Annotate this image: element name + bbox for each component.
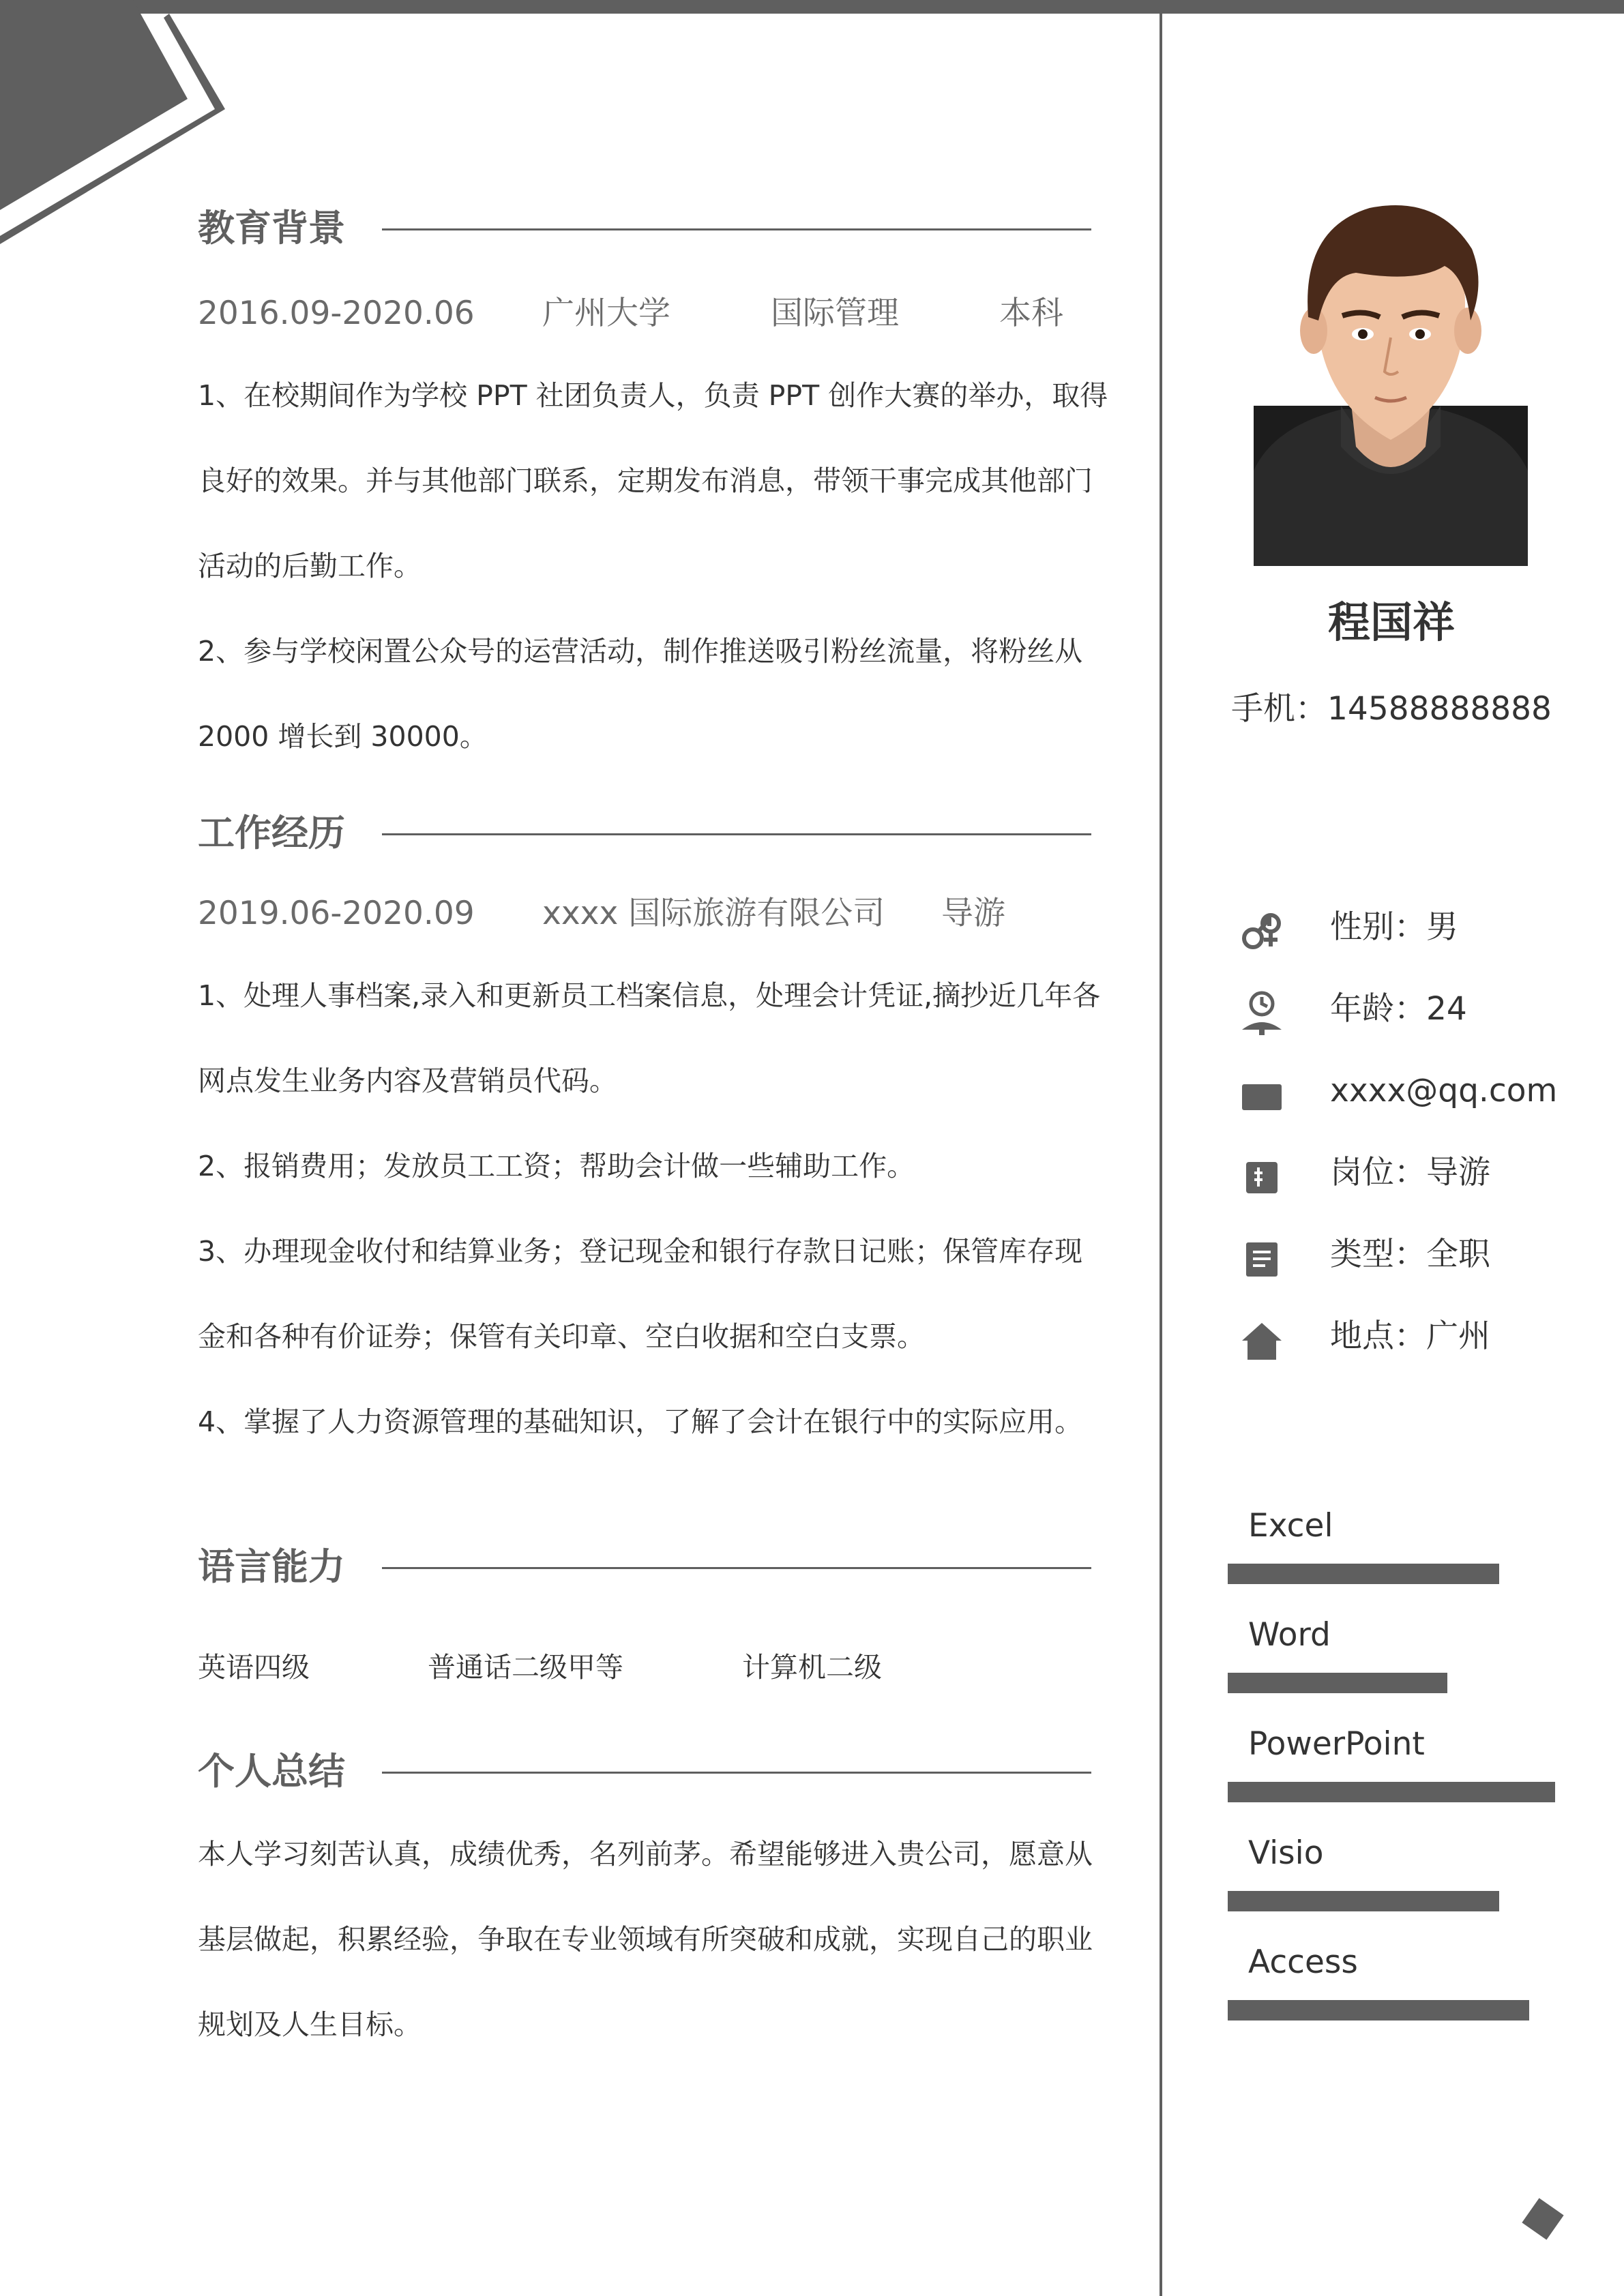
work-company: xxxx 国际旅游有限公司 xyxy=(542,895,885,932)
avatar xyxy=(1254,201,1528,566)
work-role: 导游 xyxy=(941,895,1005,932)
info-gender xyxy=(1238,900,1593,955)
summary-line: 规划及人生目标。 xyxy=(198,2008,422,2041)
education-degree: 本科 xyxy=(999,295,1063,332)
type-icon xyxy=(1238,1234,1286,1282)
skill-word xyxy=(1228,1608,1582,1717)
email-icon xyxy=(1238,1071,1286,1118)
candidate-phone: 手机：14588888888 xyxy=(1231,690,1552,728)
summary-title: 个人总结 xyxy=(198,1750,345,1793)
column-divider xyxy=(1160,14,1162,2296)
education-line: 活动的后勤工作。 xyxy=(198,550,422,582)
language-item: 普通话二级甲等 xyxy=(428,1651,623,1684)
skill-powerpoint xyxy=(1228,1717,1582,1826)
age-icon xyxy=(1238,989,1286,1037)
work-line: 1、处理人事档案,录入和更新员工档案信息，处理会计凭证,摘抄近几年各 xyxy=(198,979,1101,1012)
language-item: 计算机二级 xyxy=(742,1651,882,1684)
corner-diamond xyxy=(1522,2198,1563,2239)
education-title: 教育背景 xyxy=(198,207,345,250)
education-major: 国际管理 xyxy=(771,295,899,332)
skill-name: Visio xyxy=(1248,1834,1324,1872)
summary-line: 基层做起，积累经验，争取在专业领域有所突破和成就，实现自己的职业 xyxy=(198,1923,1093,1956)
skill-bar-track xyxy=(1228,1891,1555,1911)
top-bar xyxy=(0,0,1624,14)
skill-name: PowerPoint xyxy=(1248,1725,1425,1763)
education-section-header xyxy=(198,201,1091,256)
info-label: 类型：全职 xyxy=(1330,1236,1490,1273)
skill-bar-fill xyxy=(1228,1891,1499,1911)
skill-name: Access xyxy=(1248,1943,1358,1981)
education-meta xyxy=(198,290,1125,338)
skill-bar-fill xyxy=(1228,1564,1499,1584)
work-meta xyxy=(198,890,1125,938)
work-line: 金和各种有价证券；保管有关印章、空白收据和空白支票。 xyxy=(198,1320,925,1353)
education-line: 2、参与学校闲置公众号的运营活动，制作推送吸引粉丝流量，将粉丝从 xyxy=(198,635,1083,668)
info-label: 年龄：24 xyxy=(1330,990,1467,1028)
work-line: 4、掌握了人力资源管理的基础知识，了解了会计在银行中的实际应用。 xyxy=(198,1405,1083,1438)
skill-bar-fill xyxy=(1228,1782,1555,1802)
candidate-name: 程国祥 xyxy=(1327,597,1455,647)
section-rule xyxy=(382,1567,1091,1569)
skill-excel xyxy=(1228,1499,1582,1608)
section-rule xyxy=(382,228,1091,230)
education-period: 2016.09-2020.06 xyxy=(198,295,475,332)
languages-title: 语言能力 xyxy=(198,1545,345,1588)
work-section-header xyxy=(198,806,1091,861)
skill-name: Excel xyxy=(1248,1507,1333,1545)
info-label: xxxx@qq.com xyxy=(1330,1072,1558,1109)
info-label: 性别：男 xyxy=(1330,908,1458,946)
info-age xyxy=(1238,982,1593,1037)
info-position xyxy=(1238,1146,1593,1200)
education-line: 良好的效果。并与其他部门联系，定期发布消息，带领干事完成其他部门 xyxy=(198,464,1093,497)
position-icon xyxy=(1238,1152,1286,1200)
education-line: 2000 增长到 30000。 xyxy=(198,720,488,753)
skill-bar-fill xyxy=(1228,1673,1447,1693)
skill-bar-track xyxy=(1228,1564,1555,1584)
info-type xyxy=(1238,1227,1593,1282)
skill-visio xyxy=(1228,1826,1582,1935)
skill-bar-fill xyxy=(1228,2000,1529,2021)
corner-decoration xyxy=(0,0,232,252)
section-rule xyxy=(382,833,1091,835)
work-description xyxy=(198,953,1125,1465)
skill-bar-track xyxy=(1228,1782,1555,1802)
languages-section-header xyxy=(198,1540,1091,1594)
skill-name: Word xyxy=(1248,1616,1331,1654)
info-label: 地点：广州 xyxy=(1330,1317,1490,1355)
summary-line: 本人学习刻苦认真，成绩优秀，名列前茅。希望能够进入贵公司，愿意从 xyxy=(198,1838,1093,1870)
info-label: 岗位：导游 xyxy=(1330,1154,1490,1191)
work-line: 网点发生业务内容及营销员代码。 xyxy=(198,1064,617,1097)
languages-list xyxy=(198,1640,1125,1695)
summary-description xyxy=(198,1812,1125,2068)
education-school: 广州大学 xyxy=(542,295,670,332)
language-item: 英语四级 xyxy=(198,1651,310,1684)
skill-bar-track xyxy=(1228,2000,1555,2021)
summary-section-header xyxy=(198,1744,1091,1799)
skill-access xyxy=(1228,1935,1582,2044)
education-description xyxy=(198,353,1125,779)
work-title: 工作经历 xyxy=(198,811,345,854)
work-line: 3、办理现金收付和结算业务；登记现金和银行存款日记账；保管库存现 xyxy=(198,1235,1083,1268)
work-line: 2、报销费用；发放员工工资；帮助会计做一些辅助工作。 xyxy=(198,1150,915,1182)
info-location xyxy=(1238,1309,1593,1364)
home-icon xyxy=(1238,1316,1286,1364)
section-rule xyxy=(382,1772,1091,1774)
work-period: 2019.06-2020.09 xyxy=(198,895,475,932)
gender-icon xyxy=(1238,907,1286,955)
education-line: 1、在校期间作为学校 PPT 社团负责人，负责 PPT 创作大赛的举办，取得 xyxy=(198,379,1108,412)
info-email xyxy=(1238,1064,1593,1118)
skill-bar-track xyxy=(1228,1673,1555,1693)
